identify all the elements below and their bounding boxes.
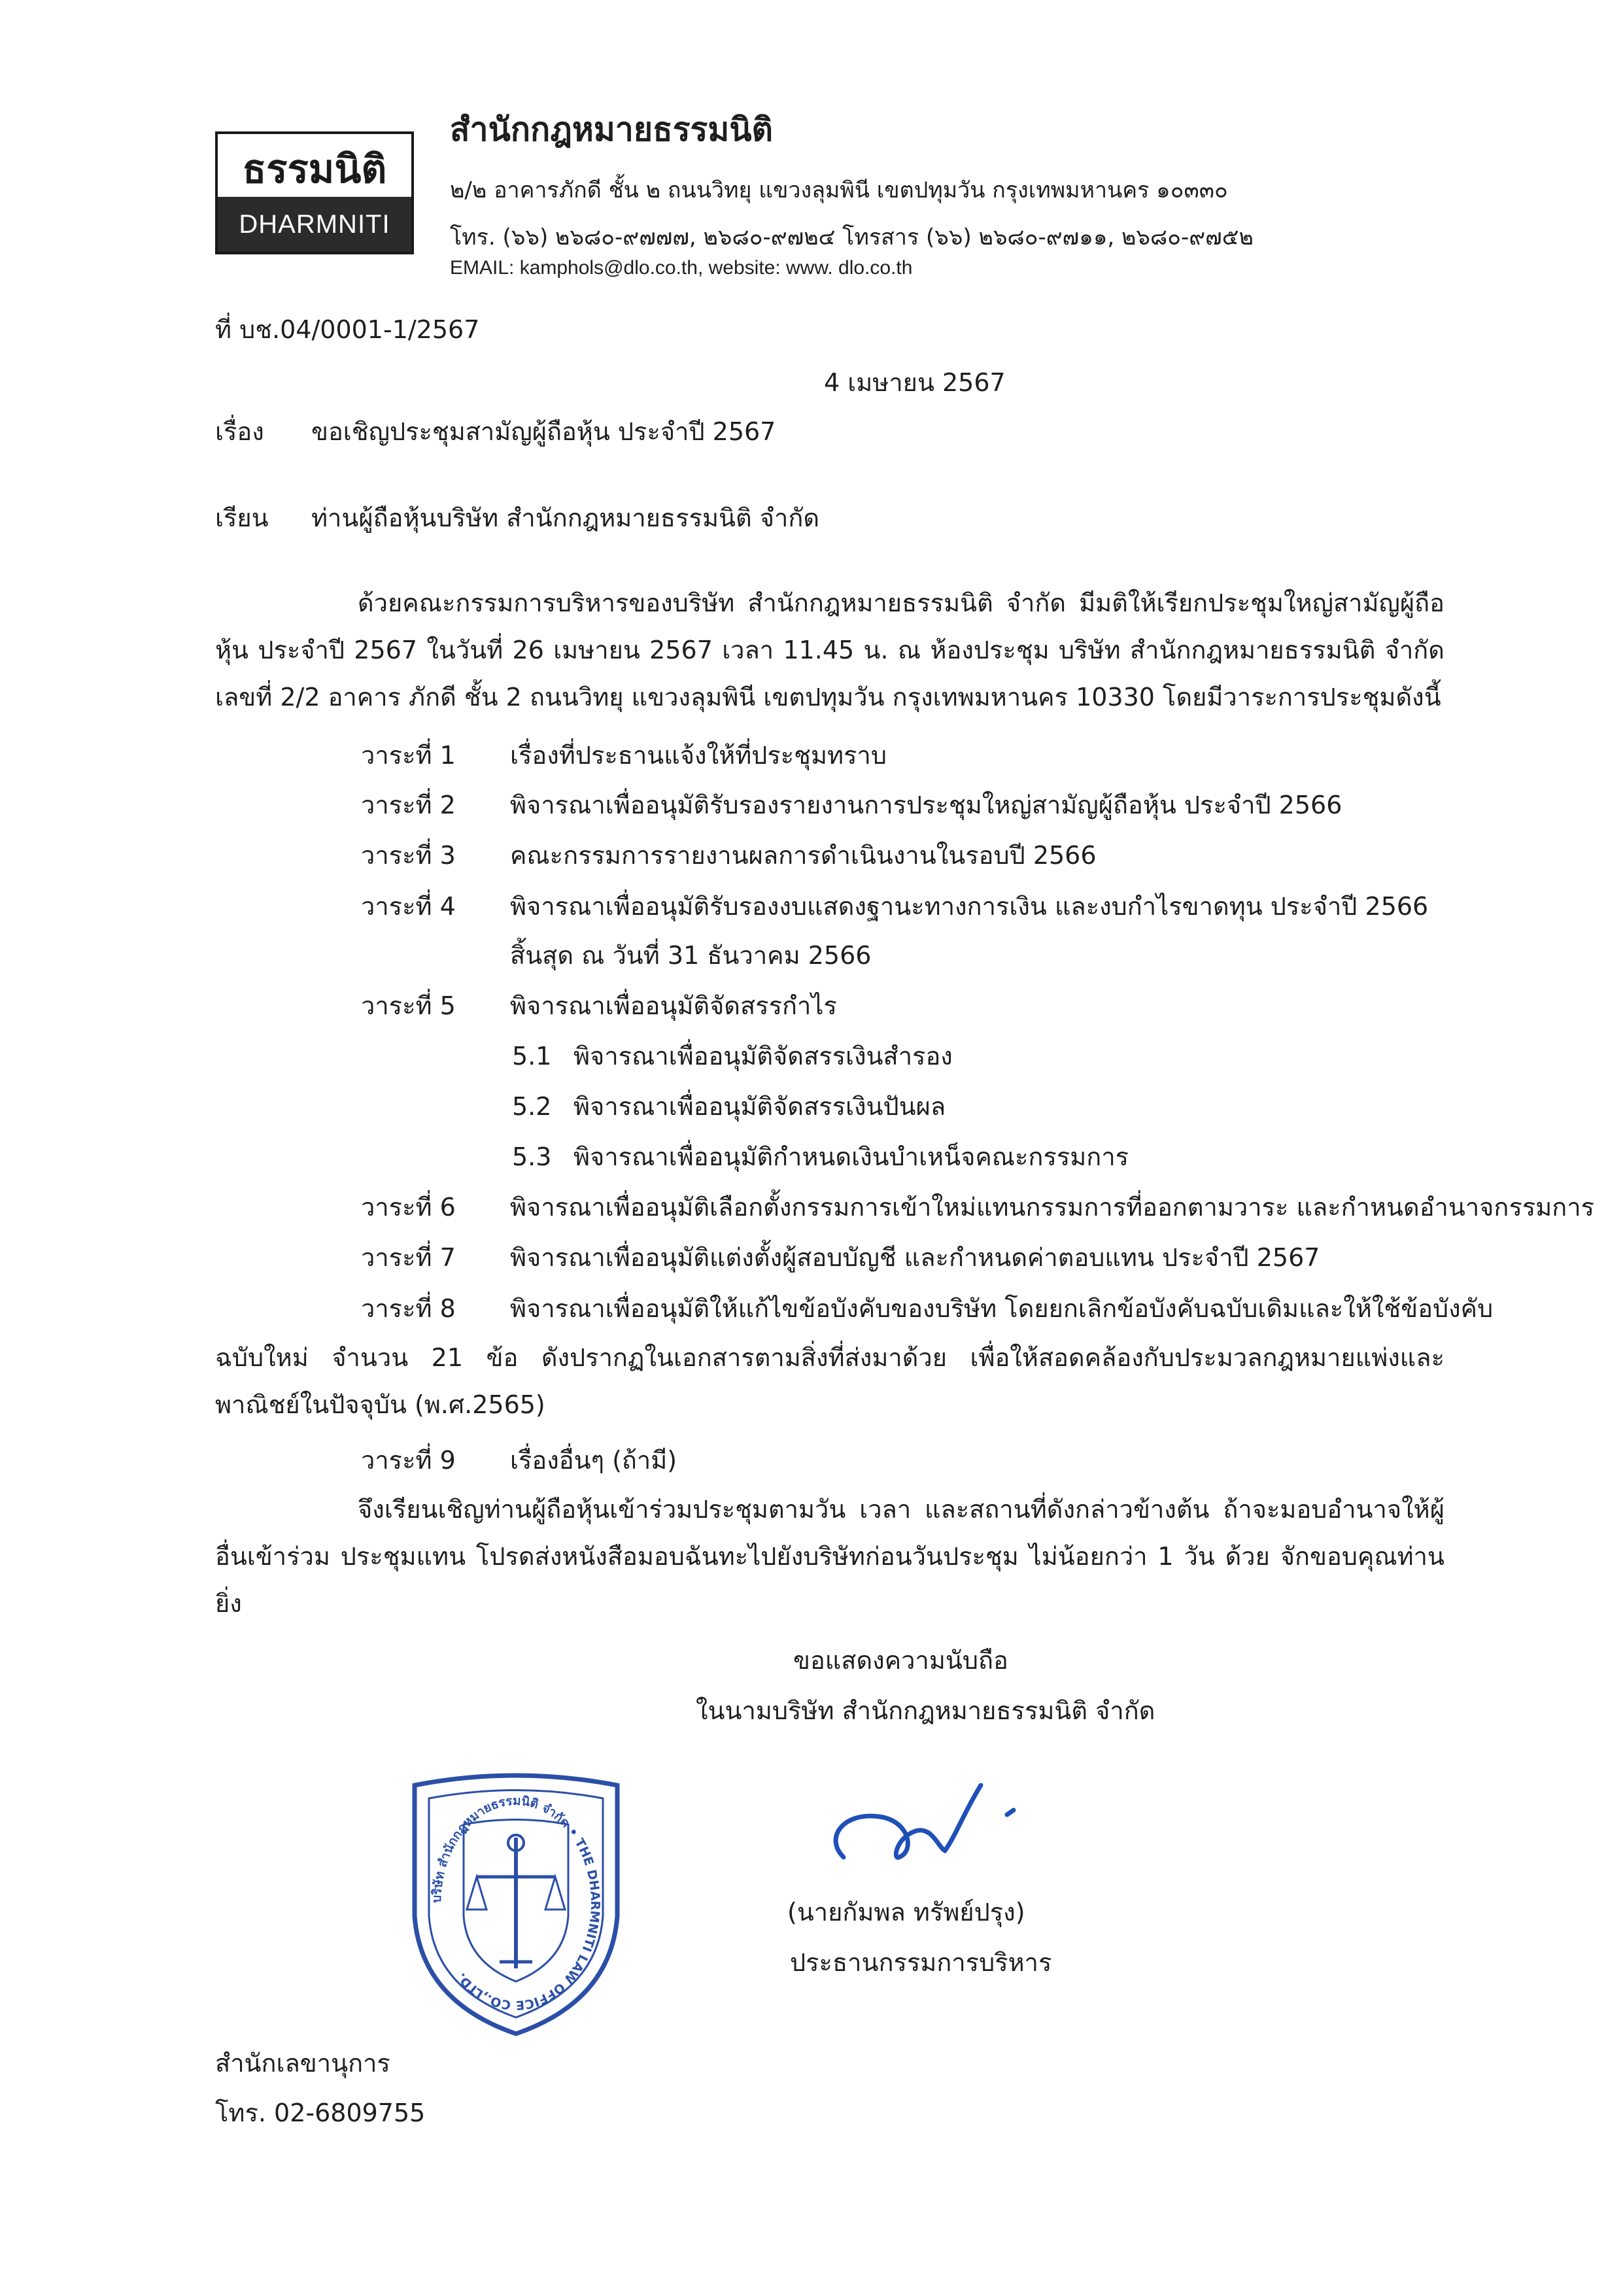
subject-label: เรื่อง <box>215 417 264 446</box>
sub-agenda-text: พิจารณาเพื่ออนุมัติจัดสรรเงินสำรอง <box>573 1042 953 1071</box>
sub-agenda-number: 5.3 <box>512 1142 552 1171</box>
agenda-text: เรื่องอื่นๆ (ถ้ามี) <box>510 1446 677 1475</box>
letter-date: 4 เมษายน 2567 <box>824 368 1006 397</box>
agenda-label: วาระที่ 5 <box>361 991 456 1020</box>
company-seal-icon <box>401 1766 630 2040</box>
agenda-text: พิจารณาเพื่ออนุมัติให้แก้ไขข้อบังคับของบริษัท โดยยกเลิกข้อบังคับฉบับเดิมและให้ใช้ข้อบังคับ <box>510 1294 1494 1323</box>
sub-agenda-number: 5.2 <box>512 1092 552 1121</box>
agenda-label: วาระที่ 7 <box>361 1243 456 1272</box>
agenda-label: วาระที่ 2 <box>361 791 456 819</box>
sub-agenda-text: พิจารณาเพื่ออนุมัติจัดสรรเงินปันผล <box>573 1092 946 1121</box>
agenda-label: วาระที่ 6 <box>361 1193 456 1222</box>
agenda-label: วาระที่ 4 <box>361 892 456 921</box>
agenda-text: พิจารณาเพื่ออนุมัติรับรองงบแสดงฐานะทางการเงิน และงบกำไรขาดทุน ประจำปี 2566 <box>510 892 1429 921</box>
reference-number: ที่ บช.04/0001-1/2567 <box>215 315 480 344</box>
secretary-phone: โทร. 02-6809755 <box>215 2099 426 2127</box>
sub-agenda-text: พิจารณาเพื่ออนุมัติกำหนดเงินบำเหน็จคณะกรรมการ <box>573 1142 1129 1171</box>
organization-name: สำนักกฎหมายธรรมนิติ <box>450 111 774 148</box>
organization-address: ๒/๒ อาคารภักดี ชั้น ๒ ถนนวิทยุ แขวงลุมพินี เขตปทุมวัน กรุงเทพมหานคร ๑๐๓๓๐ <box>450 177 1228 203</box>
agenda-text: พิจารณาเพื่ออนุมัติจัดสรรกำไร <box>510 991 837 1020</box>
logo-thai-text: ธรรมนิติ <box>242 146 387 192</box>
organization-phone: โทร. (๖๖) ๒๖๘๐-๙๗๗๗, ๒๖๘๐-๙๗๒๔ โทรสาร (๖๖) ๒๖๘๐-๙๗๑๑, ๒๖๘๐-๙๗๕๒ <box>450 224 1254 250</box>
agenda-label: วาระที่ 3 <box>361 841 456 870</box>
agenda-text-continued: สิ้นสุด ณ วันที่ 31 ธันวาคม 2566 <box>510 941 872 970</box>
seal-ring-text: บริษัท สำนักกฎหมายธรรมนิติ จำกัด • THE DHARMNITI LAW OFFICE CO.,LTD. <box>429 1793 603 2013</box>
agenda-text: คณะกรรมการรายงานผลการดำเนินงานในรอบปี 2566 <box>510 841 1097 870</box>
recipient-label: เรียน <box>215 504 269 532</box>
logo-english-text: DHARMNITI <box>218 197 411 252</box>
company-logo <box>215 131 414 254</box>
sub-agenda-number: 5.1 <box>512 1042 552 1071</box>
secretary-office: สำนักเลขานุการ <box>215 2049 390 2078</box>
sign-off: ขอแสดงความนับถือ <box>793 1646 1008 1675</box>
signer-title: ประธานกรรมการบริหาร <box>790 1948 1052 1977</box>
signature-icon <box>817 1759 1053 1890</box>
agenda-label: วาระที่ 9 <box>361 1446 456 1475</box>
agenda-label: วาระที่ 1 <box>361 741 456 770</box>
closing-paragraph: จึงเรียนเชิญท่านผู้ถือหุ้นเข้าร่วมประชุมตามวัน เวลา และสถานที่ดังกล่าวข้างต้น ถ้าจะมอบอำนาจให้ผู้อื่นเข้าร่วม ประชุมแทน โปรดส่งหนังสือมอบฉันทะไปยังบริษัทก่อนวันประชุม ไม่น้อยกว่า 1 วัน ด้วย จักขอบคุณท่านยิ่ง <box>215 1495 1444 1618</box>
agenda-label: วาระที่ 8 <box>361 1294 456 1323</box>
signer-name: (นายกัมพล ทรัพย์ปรุง) <box>787 1898 1025 1927</box>
agenda-text: พิจารณาเพื่ออนุมัติเลือกตั้งกรรมการเข้าใหม่แทนกรรมการที่ออกตามวาระ และกำหนดอำนาจกรรมการ <box>510 1193 1595 1222</box>
intro-paragraph: ด้วยคณะกรรมการบริหารของบริษัท สำนักกฎหมายธรรมนิติ จำกัด มีมติให้เรียกประชุมใหญ่สามัญผู้ถือหุ้น ประจำปี 2567 ในวันที่ 26 เมษายน 2567 เวลา 11.45 น. ณ ห้องประชุม บริษัท สำนักกฎหมายธรรมนิติ จำกัด เลขที่ 2/2 อาคาร ภักดี ชั้น 2 ถนนวิทยุ แขวงลุมพินี เขตปทุมวัน กรุงเทพมหานคร 10330 โดยมีวาระการประชุมดังนี้ <box>215 589 1444 711</box>
agenda-text: เรื่องที่ประธานแจ้งให้ที่ประชุมทราบ <box>510 741 887 770</box>
recipient-text: ท่านผู้ถือหุ้นบริษัท สำนักกฎหมายธรรมนิติ จำกัด <box>311 504 820 532</box>
on-behalf-of: ในนามบริษัท สำนักกฎหมายธรรมนิติ จำกัด <box>696 1696 1155 1725</box>
agenda-8-continuation: ฉบับใหม่ จำนวน 21 ข้อ ดังปรากฏในเอกสารตามสิ่งที่ส่งมาด้วย เพื่อให้สอดคล้องกับประมวลกฎหมายแพ่งและพาณิชย์ในปัจจุบัน (พ.ศ.2565) <box>215 1343 1444 1419</box>
subject-text: ขอเชิญประชุมสามัญผู้ถือหุ้น ประจำปี 2567 <box>311 417 776 446</box>
agenda-text: พิจารณาเพื่ออนุมัติรับรองรายงานการประชุมใหญ่สามัญผู้ถือหุ้น ประจำปี 2566 <box>510 791 1342 819</box>
agenda-text: พิจารณาเพื่ออนุมัติแต่งตั้งผู้สอบบัญชี และกำหนดค่าตอบแทน ประจำปี 2567 <box>510 1243 1320 1272</box>
organization-email: EMAIL: kamphols@dlo.co.th, website: www. dlo.co.th <box>450 257 913 279</box>
